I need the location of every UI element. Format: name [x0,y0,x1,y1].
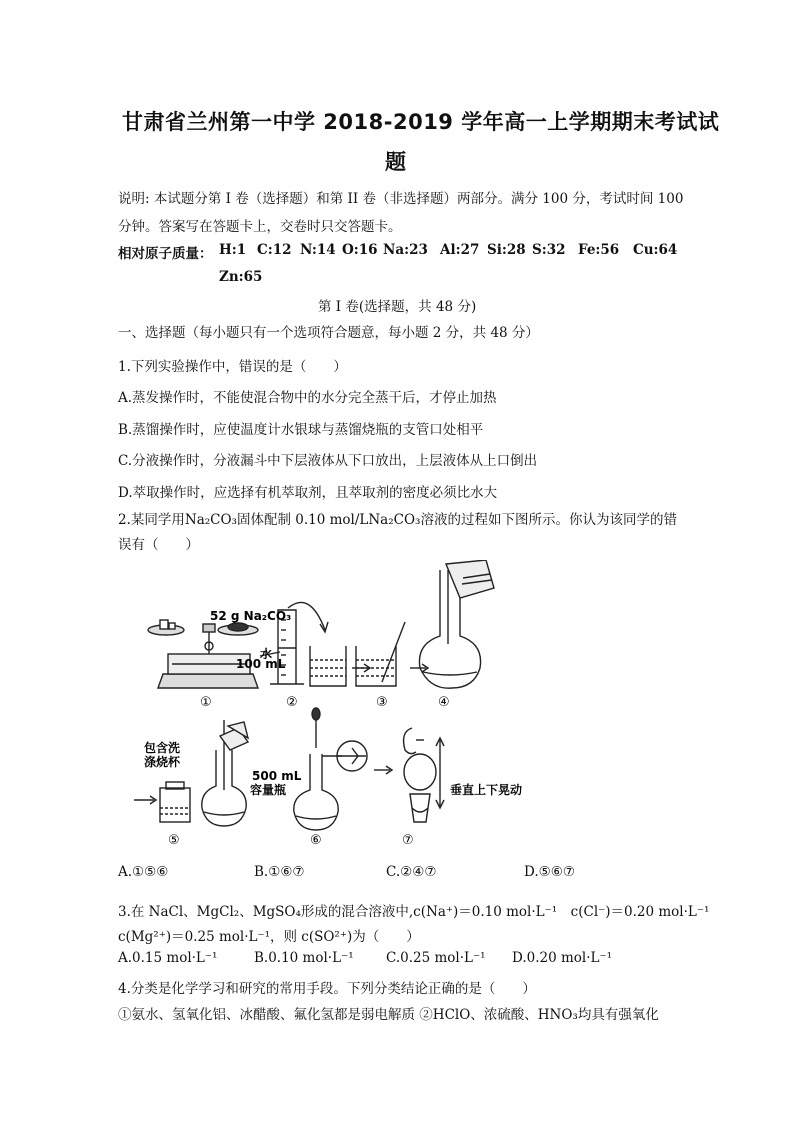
bottle-icon [160,782,190,822]
step-5-label: ⑤ [168,833,180,848]
exam-title-line1: 甘肃省兰州第一中学 2018-2019 学年高一上学期期末考试试 [122,110,720,134]
flask-pouring-icon [202,720,248,826]
q3-option-b: B.0.10 mol·L⁻¹ [254,950,354,966]
q4-stem: 4.分类是化学学习和研究的常用手段。下列分类结论正确的是（ ） [118,981,536,997]
q3-option-a: A.0.15 mol·L⁻¹ [118,950,218,966]
exam-title-line2: 题 [385,150,407,174]
atomic-mass-label: 相对原子质量： [118,246,213,262]
label-mass: 52 g Na₂CO₃ [210,609,292,623]
step-3-label: ③ [376,695,388,710]
label-shake: 垂直上下晃动 [450,783,523,797]
step-1-label: ① [200,695,212,710]
q2-option-b: B.①⑥⑦ [254,864,305,880]
q1-option-b: B.蒸馏操作时，应使温度计水银球与蒸馏烧瓶的支管口处相平 [118,422,484,438]
q2-option-d: D.⑤⑥⑦ [524,864,575,880]
q1-stem: 1.下列实验操作中，错误的是（ ） [118,359,347,375]
atomic-mass-si: Si:28 [487,242,526,258]
atomic-mass-o: O:16 [342,242,378,258]
atomic-mass-n: N:14 [300,242,336,258]
pour-arrow-icon [288,602,325,630]
atomic-mass-c: C:12 [257,242,292,258]
q1-option-d: D.萃取操作时，应选择有机萃取剂，且萃取剂的密度必须比水大 [118,485,498,501]
volumetric-flask-icon [419,560,494,688]
volume-title: 第 I 卷(选择题，共 48 分) [318,299,477,315]
q3-option-c: C.0.25 mol·L⁻¹ [386,950,486,966]
atomic-mass-s: S:32 [532,242,566,258]
shaking-flask-icon [404,728,444,822]
q1-option-c: C.分液操作时，分液漏斗中下层液体从下口放出，上层液体从上口倒出 [118,453,538,469]
q2-option-c: C.②④⑦ [386,864,437,880]
atomic-mass-al: Al:27 [440,242,480,258]
step-6-label: ⑥ [310,833,322,848]
atomic-mass-h: H:1 [219,242,247,258]
label-flask-line2: 容量瓶 [250,783,287,797]
label-wash-line1: 包含洗 [144,741,181,755]
q3-stem-line1: 3.在 NaCl、MgCl₂、MgSO₄形成的混合溶液中,c(Na⁺)＝0.10 mol·L⁻¹ c(Cl⁻)＝0.20 mol·L⁻¹ [118,904,710,920]
stirring-beaker-icon [356,622,405,686]
q2-figure [120,560,600,850]
q2-option-a: A.①⑤⑥ [118,864,169,880]
atomic-mass-na: Na:23 [383,242,428,258]
atomic-mass-zn: Zn:65 [219,269,263,285]
q1-option-a: A.蒸发操作时，不能使混合物中的水分完全蒸干后，才停止加热 [118,390,497,406]
atomic-mass-cu: Cu:64 [633,242,678,258]
q2-stem-line2: 误有（ ） [118,537,199,553]
label-volume: 100 mL [236,657,286,671]
label-flask-line1: 500 mL [252,769,302,783]
beaker-icon [310,646,346,686]
q2-stem-line1: 2.某同学用Na₂CO₃固体配制 0.10 mol/LNa₂CO₃溶液的过程如下图所示。你认为该同学的错 [118,512,677,528]
label-wash-line2: 涤烧杯 [144,755,181,769]
step-4-label: ④ [438,695,450,710]
step-7-label: ⑦ [402,833,414,848]
q3-stem-line2: c(Mg²⁺)＝0.25 mol·L⁻¹，则 c(SO²⁺)为（ ） [118,929,420,945]
label-water: 水 [260,647,273,661]
intro-line1: 说明: 本试题分第 I 卷（选择题）和第 II 卷（非选择题）两部分。满分 100 分，考试时间 100 [118,191,684,207]
q4-line2: ①氨水、氢氧化铝、冰醋酸、氟化氢都是弱电解质 ②HClO、浓硫酸、HNO₃均具有强氧化 [118,1007,659,1023]
atomic-mass-fe: Fe:56 [578,242,620,258]
step-2-label: ② [286,695,298,710]
q3-option-d: D.0.20 mol·L⁻¹ [512,950,613,966]
part-heading: 一、选择题（每小题只有一个选项符合题意，每小题 2 分，共 48 分） [118,325,539,341]
balance-icon [148,620,258,688]
intro-line2: 分钟。答案写在答题卡上，交卷时只交答题卡。 [118,219,402,235]
